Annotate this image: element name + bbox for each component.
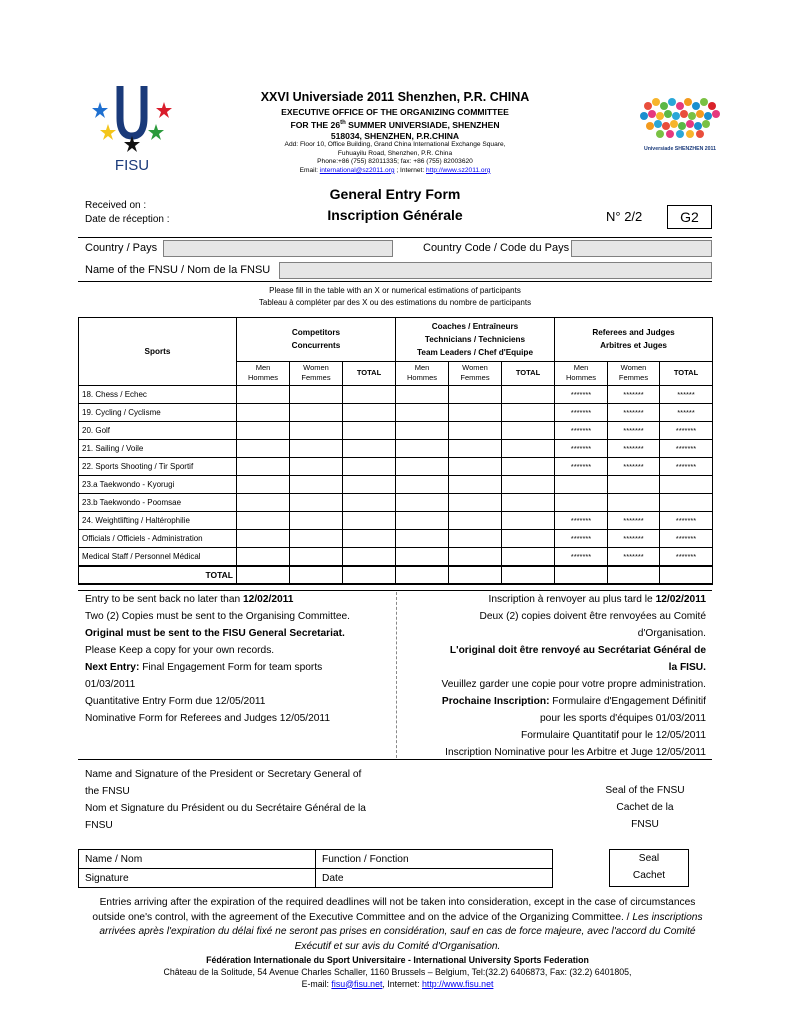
referee-cell: ******* — [660, 530, 713, 548]
total-cell[interactable] — [343, 566, 396, 584]
quantitative-en: Quantitative Entry Form due 12/05/2011 — [85, 696, 266, 707]
copies-en: Two (2) Copies must be sent to the Organising Committee. — [85, 611, 350, 622]
signature-instructions — [85, 766, 395, 834]
table-row — [79, 530, 713, 548]
entry-cell[interactable] — [449, 404, 502, 422]
total-header: TOTAL — [660, 361, 713, 385]
fnsu-name-label: Name of the FNSU / Nom de la FNSU — [85, 264, 271, 276]
entry-cell[interactable] — [449, 476, 502, 494]
seal-line-3: FNSU — [631, 819, 659, 830]
entry-cell[interactable] — [343, 458, 396, 476]
entry-cell[interactable] — [396, 458, 449, 476]
seal-line-2: Cachet de la — [616, 802, 674, 813]
entry-cell[interactable] — [396, 386, 449, 404]
reception-date-label: Date de réception : — [85, 214, 170, 225]
address-line-2: Fuhuayilu Road, Shenzhen, P.R. China — [337, 149, 453, 157]
entry-cell[interactable] — [396, 530, 449, 548]
disclaimer-en: Entries arriving after the expiration of the required deadlines will not be taken into consideration, except in the case of circumstances outside one's control, with the agreement of the Executive Committee and on the advice of the Organizing Committee. / — [92, 897, 696, 923]
fisu-email-link[interactable]: fisu@fisu.net — [331, 978, 383, 989]
federation-contact-line: E-mail: fisu@fisu.net, Internet: http://www.fisu.net — [301, 978, 494, 989]
fisu-logo-text: FISU — [114, 157, 150, 174]
contact-line: Email: international@sz2011.org ; Internet: http://www.sz2011.org — [299, 166, 491, 174]
nominative-en: Nominative Form for Referees and Judges 12/05/2011 — [85, 713, 331, 724]
entry-cell[interactable] — [290, 530, 343, 548]
phone-fax-line: Phone:+86 (755) 82011335; fax: +86 (755) 82003620 — [317, 158, 473, 166]
women-header: Women Femmes — [449, 361, 502, 385]
entry-cell[interactable] — [290, 548, 343, 566]
table-body — [79, 386, 713, 566]
sport-name: Officials / Officiels - Administration — [79, 530, 237, 548]
executive-office — [200, 107, 590, 142]
referee-cell[interactable] — [555, 476, 608, 494]
entry-cell[interactable] — [449, 440, 502, 458]
total-row-label: TOTAL — [79, 566, 237, 584]
universiade-logo-text: Universiade SHENZHEN 2011 — [643, 146, 717, 152]
form-title-fr: Inscription Générale — [327, 207, 463, 223]
table-row — [79, 386, 713, 404]
participants-table — [78, 317, 713, 585]
entry-cell[interactable] — [449, 494, 502, 512]
sport-name: 24. Weightlifting / Haltérophilie — [79, 512, 237, 530]
entry-cell[interactable] — [290, 386, 343, 404]
entry-cell[interactable] — [449, 458, 502, 476]
entry-cell[interactable] — [502, 458, 555, 476]
entry-cell[interactable] — [502, 440, 555, 458]
country-label: Country / Pays — [85, 242, 158, 254]
entry-cell[interactable] — [237, 440, 290, 458]
original-en: Original must be sent to the FISU General Secretariat. — [85, 628, 345, 639]
table-header-row — [79, 318, 713, 362]
entry-cell[interactable] — [237, 512, 290, 530]
divider-fnsu — [78, 281, 712, 282]
referee-cell: ******* — [608, 386, 660, 404]
entry-cell[interactable] — [290, 404, 343, 422]
entry-cell[interactable] — [343, 440, 396, 458]
referee-cell: ****** — [660, 386, 713, 404]
total-cell[interactable] — [660, 566, 713, 584]
exec-line-1: EXECUTIVE OFFICE OF THE ORGANIZING COMMITTEE — [281, 107, 509, 117]
divider-top — [78, 237, 712, 238]
entry-cell[interactable] — [290, 422, 343, 440]
entry-cell[interactable] — [290, 440, 343, 458]
entry-cell[interactable] — [502, 494, 555, 512]
total-cell[interactable] — [290, 566, 343, 584]
universiade-logo-graphic — [630, 92, 730, 162]
date-field[interactable]: Date — [316, 869, 553, 888]
exec-line-3: 518034, SHENZHEN, P.R.CHINA — [330, 130, 460, 141]
referee-cell: ******* — [608, 530, 660, 548]
federation-name: Fédération Internationale du Sport Universitaire - International University Sports Federation — [206, 955, 589, 965]
table-row — [79, 476, 713, 494]
copies-fr-1: Deux (2) copies doivent être renvoyées au Comité — [479, 611, 706, 622]
entry-cell[interactable] — [343, 494, 396, 512]
referee-cell: ******* — [555, 548, 608, 566]
form-code-box: G2 — [667, 205, 712, 229]
address-line-1: Add: Floor 10, Office Building, Grand China International Exchange Square, — [284, 141, 506, 148]
office-address — [200, 141, 590, 175]
referee-cell: ******* — [555, 440, 608, 458]
total-header: TOTAL — [343, 361, 396, 385]
table-row — [79, 404, 713, 422]
form-title — [280, 184, 510, 226]
entry-cell[interactable] — [449, 548, 502, 566]
referee-cell: ******* — [555, 512, 608, 530]
seal-line-1: Seal of the FNSU — [605, 785, 685, 796]
referee-cell: ******* — [555, 422, 608, 440]
original-fr-1: L'original doit être renvoyé au Secrétariat Général de — [449, 645, 706, 656]
total-cell[interactable] — [237, 566, 290, 584]
entry-cell[interactable] — [449, 530, 502, 548]
sports-header: Sports — [79, 318, 237, 386]
entry-cell[interactable] — [343, 386, 396, 404]
entry-cell[interactable] — [396, 404, 449, 422]
referee-cell: ******* — [608, 422, 660, 440]
table-row — [79, 440, 713, 458]
women-header: Women Femmes — [290, 361, 343, 385]
entry-cell[interactable] — [343, 530, 396, 548]
referee-cell[interactable] — [555, 494, 608, 512]
nominative-fr: Inscription Nominative pour les Arbitre et Juge 12/05/2011 — [445, 747, 706, 758]
instructions-divider — [396, 592, 397, 758]
entry-cell[interactable] — [396, 494, 449, 512]
fisu-website-link[interactable]: http://www.fisu.net — [422, 978, 494, 989]
referee-cell: ******* — [660, 512, 713, 530]
entry-cell[interactable] — [237, 422, 290, 440]
received-label: Received on : — [85, 200, 147, 211]
table-row — [79, 422, 713, 440]
entry-cell[interactable] — [502, 512, 555, 530]
referee-cell[interactable] — [660, 476, 713, 494]
referee-cell: ******* — [660, 422, 713, 440]
entry-cell[interactable] — [237, 458, 290, 476]
organizer-email-link[interactable]: international@sz2011.org — [319, 166, 395, 174]
sport-name: 23.b Taekwondo - Poomsae — [79, 494, 237, 512]
quantitative-fr: Formulaire Quantitatif pour le 12/05/2011 — [521, 730, 706, 741]
seal-box-line-2: Cachet — [632, 870, 666, 881]
exec-line-2: FOR THE 26th SUMMER UNIVERSIADE, SHENZHEN — [290, 119, 500, 130]
signature-line-1: Name and Signature of the President or Secretary General of — [85, 769, 362, 780]
next-entry-date-fr: pour les sports d'équipes 01/03/2011 — [539, 713, 706, 724]
entry-cell[interactable] — [290, 512, 343, 530]
referee-cell: ******* — [608, 548, 660, 566]
entry-cell[interactable] — [396, 548, 449, 566]
deadline-fr: Inscription à renvoyer au plus tard le 12/02/2011 — [488, 594, 706, 605]
next-entry-fr: Prochaine Inscription: Formulaire d'Engagement Définitif — [441, 696, 706, 707]
organizer-website-link[interactable]: http://www.sz2011.org — [426, 166, 491, 174]
referee-cell: ******* — [555, 386, 608, 404]
form-number: N° 2/2 — [606, 209, 643, 224]
deadline-en: Entry to be sent back no later than 12/02/2011 — [85, 594, 294, 605]
referee-cell: ******* — [608, 458, 660, 476]
next-entry-date-en: 01/03/2011 — [85, 679, 136, 690]
entry-cell[interactable] — [237, 404, 290, 422]
entry-cell[interactable] — [449, 386, 502, 404]
referee-cell[interactable] — [608, 494, 660, 512]
copies-fr-2: d'Organisation. — [637, 628, 706, 639]
referee-cell: ******* — [660, 440, 713, 458]
next-entry-en: Next Entry: Final Engagement Form for team sports — [85, 662, 323, 673]
referee-cell: ******* — [608, 512, 660, 530]
coaches-header: Coaches / Entraîneurs Technicians / Techniciens Team Leaders / Chef d'Equipe — [396, 318, 555, 362]
referee-cell: ******* — [608, 404, 660, 422]
keep-copy-en: Please Keep a copy for your own records. — [85, 645, 275, 656]
referee-cell: ******* — [555, 404, 608, 422]
function-field[interactable]: Function / Fonction — [316, 850, 553, 869]
seal-box-line-1: Seal — [638, 853, 660, 864]
entry-cell[interactable] — [502, 530, 555, 548]
referee-cell[interactable] — [660, 494, 713, 512]
sport-name: 20. Golf — [79, 422, 237, 440]
referee-cell: ******* — [555, 458, 608, 476]
referee-cell: ******* — [660, 458, 713, 476]
men-header: Men Hommes — [555, 361, 608, 385]
table-row — [79, 458, 713, 476]
entry-cell[interactable] — [290, 494, 343, 512]
entry-cell[interactable] — [237, 386, 290, 404]
total-cell[interactable] — [449, 566, 502, 584]
sport-name: 19. Cycling / Cyclisme — [79, 404, 237, 422]
table-row — [79, 548, 713, 566]
original-fr-2: la FISU. — [668, 662, 706, 673]
fill-instructions — [200, 285, 590, 309]
keep-copy-fr: Veuillez garder une copie pour votre propre administration. — [441, 679, 706, 690]
country-code-label: Country Code / Code du Pays — [423, 242, 570, 254]
men-header: Men Hommes — [237, 361, 290, 385]
disclaimer-fr: Les inscriptions arrivées après l'expiration du délai fixé ne seront pas prises en considération, sauf en cas de force majeure, avec l'accord du Comité Exécutif et sur avis du Comité d'Organisation. — [99, 911, 703, 952]
entry-cell[interactable] — [396, 476, 449, 494]
federation-address-line: Château de la Solitude, 54 Avenue Charles Schaller, 1160 Brussels – Belgium, Tel:(32.2) 6406873, Fax: (32.2) 6401805, — [163, 967, 632, 977]
deadline-disclaimer — [85, 896, 710, 954]
sport-name: 21. Sailing / Voile — [79, 440, 237, 458]
entry-cell[interactable] — [343, 422, 396, 440]
instructions-french — [398, 591, 706, 761]
total-header: TOTAL — [502, 361, 555, 385]
sport-name: 18. Chess / Echec — [79, 386, 237, 404]
entry-cell[interactable] — [237, 548, 290, 566]
name-field[interactable]: Name / Nom — [79, 850, 316, 869]
signature-line-3: Nom et Signature du Président ou du Secrétaire Général de la — [85, 803, 366, 814]
received-block — [85, 199, 170, 227]
entry-cell[interactable] — [502, 404, 555, 422]
referees-header: Referees and Judges Arbitres et Juges — [555, 318, 713, 362]
entry-cell[interactable] — [502, 422, 555, 440]
country-field[interactable] — [163, 240, 393, 257]
signature-line-4: FNSU — [85, 820, 113, 831]
referee-cell: ******* — [660, 548, 713, 566]
entry-cell[interactable] — [502, 548, 555, 566]
fisu-logo-graphic — [84, 78, 180, 174]
entry-cell[interactable] — [396, 512, 449, 530]
form-title-en: General Entry Form — [329, 186, 461, 202]
women-header: Women Femmes — [608, 361, 660, 385]
competitors-header: Competitors Concurrents — [237, 318, 396, 362]
seal-label — [590, 782, 700, 833]
entry-cell[interactable] — [290, 458, 343, 476]
entry-cell[interactable] — [290, 476, 343, 494]
sport-name: 22. Sports Shooting / Tir Sportif — [79, 458, 237, 476]
referee-cell: ******* — [608, 440, 660, 458]
signature-line-2: the FNSU — [85, 786, 130, 797]
men-header: Men Hommes — [396, 361, 449, 385]
entry-cell[interactable] — [449, 422, 502, 440]
total-cell[interactable] — [555, 566, 608, 584]
referee-cell[interactable] — [608, 476, 660, 494]
entry-cell[interactable] — [343, 512, 396, 530]
entry-cell[interactable] — [237, 530, 290, 548]
entry-cell[interactable] — [502, 476, 555, 494]
entry-cell[interactable] — [396, 422, 449, 440]
event-title: XXVI Universiade 2011 Shenzhen, P.R. CHINA — [260, 90, 530, 104]
entry-cell[interactable] — [343, 404, 396, 422]
entry-cell[interactable] — [237, 494, 290, 512]
signature-field[interactable]: Signature — [79, 869, 316, 888]
universiade-logo — [630, 92, 730, 162]
country-code-field[interactable] — [571, 240, 712, 257]
sport-name: Medical Staff / Personnel Médical — [79, 548, 237, 566]
entry-cell[interactable] — [449, 512, 502, 530]
signature-table — [78, 849, 553, 888]
instructions-english — [85, 591, 385, 727]
fill-note-en: Please fill in the table with an X or numerical estimations of participants — [269, 286, 521, 295]
table-row — [79, 494, 713, 512]
total-row — [79, 566, 713, 584]
entry-cell[interactable] — [396, 440, 449, 458]
table-row — [79, 512, 713, 530]
seal-box[interactable] — [609, 849, 689, 887]
fnsu-name-field[interactable] — [279, 262, 712, 279]
entry-cell[interactable] — [343, 548, 396, 566]
referee-cell: ****** — [660, 404, 713, 422]
entry-cell[interactable] — [237, 476, 290, 494]
sport-name: 23.a Taekwondo - Kyorugi — [79, 476, 237, 494]
total-cell[interactable] — [608, 566, 660, 584]
entry-cell[interactable] — [502, 386, 555, 404]
fill-note-fr: Tableau à compléter par des X ou des estimations du nombre de participants — [258, 298, 532, 307]
referee-cell: ******* — [555, 530, 608, 548]
fisu-logo — [84, 78, 180, 174]
entry-cell[interactable] — [343, 476, 396, 494]
federation-address — [85, 967, 710, 990]
total-cell[interactable] — [502, 566, 555, 584]
total-cell[interactable] — [396, 566, 449, 584]
